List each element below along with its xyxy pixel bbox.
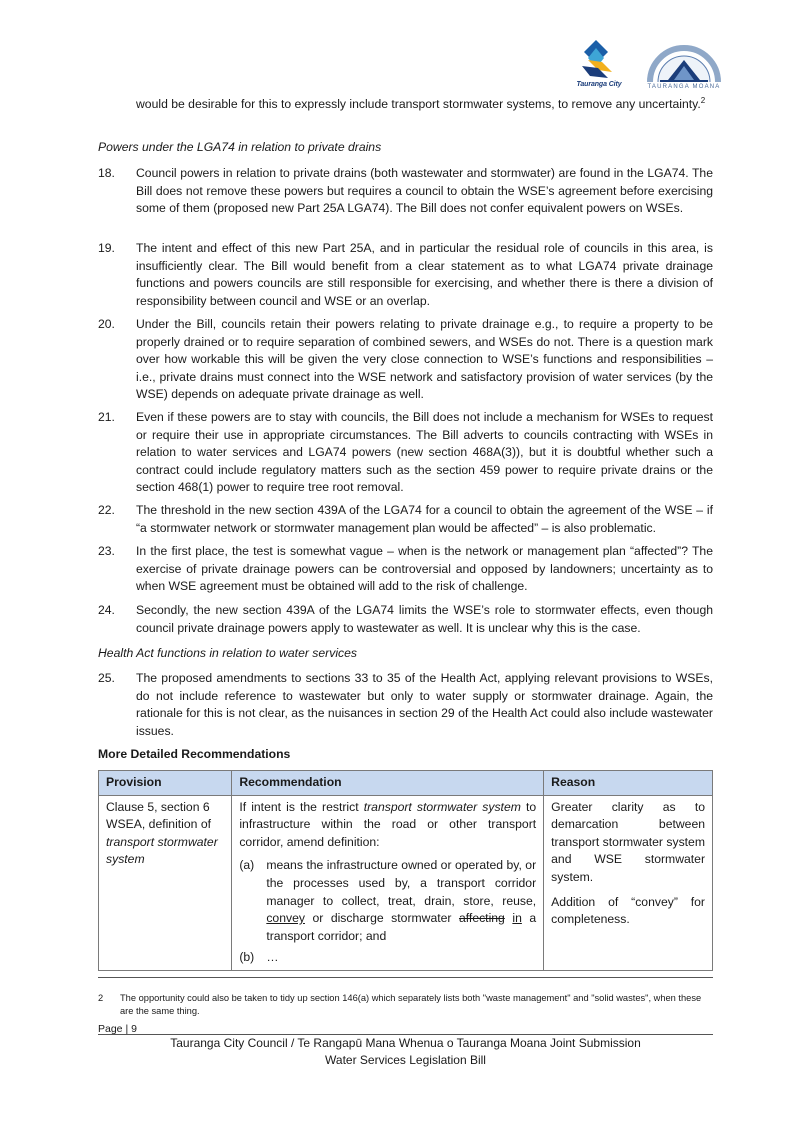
paragraph-text: Council powers in relation to private drains (both wastewater and stormwater) are found in the LGA74. The Bill does not remove these powers but requires a council to obtain the WSE’s agreement before exercising some of them (proposed new Part 25A LGA74). The Bill does not confer equivalent powers on WSEs. (136, 166, 713, 216)
recommendation-item-a (239, 857, 536, 945)
te-rangapu-logo-text: TAURANGA MOANA (647, 84, 721, 90)
header-logos (568, 38, 738, 100)
paragraph-text: Secondly, the new section 439A of the LGA74 limits the WSE’s role to stormwater effects, even though council private drainage powers apply to wastewater as well. It is unclear why this is the case. (136, 603, 713, 635)
tauranga-city-logo-text: Tauranga City (576, 81, 622, 88)
paragraph-22 (98, 502, 713, 537)
footer-line-1: Tauranga City Council / Te Rangapū Mana Whenua o Tauranga Moana Joint Submission (170, 1036, 641, 1050)
paragraph-number: 25. (98, 671, 115, 685)
cell-provision (99, 795, 232, 970)
continuation-paragraph (136, 96, 713, 114)
section-heading-private-drains: Powers under the LGA74 in relation to private drains (98, 140, 382, 154)
header-reason: Reason (544, 771, 713, 796)
item-label: (b) (239, 950, 255, 965)
table-header-row (99, 771, 713, 796)
table-row (99, 795, 713, 970)
intro-italic-term: transport stormwater system (363, 799, 521, 814)
intro-text-a: If intent is the restrict (239, 799, 364, 814)
footnote-divider (98, 977, 713, 978)
paragraph-number: 22. (98, 503, 115, 517)
recommendation-item-b (239, 949, 536, 967)
paragraph-text: Under the Bill, councils retain their powers relating to private drainage e.g., to require a property to be properly drained or to require separation of combined sewers, and WSEs do not. There is a question mark over how workable this will be given the very close connection to WSE’s functions and responsibilities – i.e., private drains must connect into the WSE network and satisfactory provision of water services (by the WSE) depends on adequate private drainage as well. (136, 317, 713, 402)
paragraph-text: The threshold in the new section 439A of the LGA74 for a council to obtain the agreement of the WSE – if “a stormwater network or stormwater management plan would be affected” – is also problematic. (136, 503, 713, 535)
section-heading-recommendations: More Detailed Recommendations (98, 747, 291, 761)
reason-text-1: Greater clarity as to demarcation between transport stormwater system and WSE stormwater system. (551, 799, 705, 884)
reason-text-2: Addition of “convey” for completeness. (551, 894, 705, 927)
paragraph-20 (98, 316, 713, 404)
recommendation-intro (239, 799, 536, 852)
header-recommendation: Recommendation (232, 771, 544, 796)
item-text: … (266, 950, 279, 965)
cell-reason (544, 795, 713, 970)
intro-text-c: to infrastructure within the road or other transport corridor, amend definition: (239, 799, 537, 849)
paragraph-number: 23. (98, 544, 115, 558)
footnote (98, 992, 713, 1017)
paragraph-text: In the first place, the test is somewhat vague – when is the network or management plan “affected”? The exercise of private drainage powers can be controversial and opposed by landowners; uncertainty as to when WSE agreement must be obtained will add to the risk of challenge. (136, 544, 713, 594)
footnote-text: The opportunity could also be taken to tidy up section 146(a) which separately lists both "waste management" and "solid wastes", when these are the same thing. (120, 993, 702, 1016)
item-a-text-1: means the infrastructure owned or operated by, or the processes used by, a transport corridor manager to collect, treat, drain, store, reuse, (266, 858, 537, 908)
cell-recommendation (232, 795, 544, 970)
paragraph-23 (98, 543, 713, 596)
item-a-text-4: a transport corridor; and (266, 911, 537, 943)
footer-line-2: Water Services Legislation Bill (325, 1053, 486, 1067)
paragraph-number: 20. (98, 317, 115, 331)
paragraph-number: 24. (98, 603, 115, 617)
footnote-number: 2 (98, 993, 104, 1003)
deleted-word-affecting: affecting (458, 911, 505, 926)
continuation-text: would be desirable for this to expressly include transport stormwater systems, to remove any uncertainty. (136, 97, 701, 111)
paragraph-18 (98, 165, 713, 218)
header-provision: Provision (99, 771, 232, 796)
paragraph-text: Even if these powers are to stay with councils, the Bill does not include a mechanism for WSEs to request or require their use in appropriate circumstances. The Bill adverts to councils contracting with WSEs in relation to water services and LGA74 powers (new section 468A(3)), but it is doubtful whether such a contract could include regulatory matters such as the section 459 power to require private drains or the section 468(1) power to require tree root removal. (136, 410, 713, 495)
recommendations-table (98, 770, 713, 971)
item-text (266, 857, 536, 945)
page-footer (98, 1035, 713, 1069)
section-heading-health-act: Health Act functions in relation to water services (98, 646, 357, 660)
item-label: (a) (239, 858, 255, 873)
paragraph-text: The proposed amendments to sections 33 to 35 of the Health Act, applying relevant provisions to WSEs, do not include reference to wastewater but only to water supply or stormwater drainage. Again, the rationale for this is not clear, as the nuisances in section 29 of the Health Act could also include wastewater issues. (136, 671, 713, 738)
provision-italic-term: transport stormwater system (106, 834, 218, 867)
paragraph-19 (98, 240, 713, 310)
paragraph-number: 21. (98, 410, 115, 424)
inserted-word-in: in (512, 911, 522, 926)
paragraph-number: 18. (98, 166, 115, 180)
item-a-text-2: or discharge stormwater (304, 911, 459, 926)
paragraph-25 (98, 670, 713, 740)
paragraph-number: 19. (98, 241, 115, 255)
paragraph-text: The intent and effect of this new Part 25A, and in particular the residual role of councils in this area, is insufficiently clear. The Bill would benefit from a clear statement as to what LGA74 private drainage functions and powers councils are still responsible for exercising, and whether there is there a division of responsibility between council and WSE or an overlap. (136, 241, 713, 308)
inserted-word-convey: convey (266, 911, 305, 926)
page-number: Page | 9 (98, 1023, 137, 1035)
provision-text: Clause 5, section 6 WSEA, definition of (106, 799, 211, 832)
paragraph-21 (98, 409, 713, 497)
footnote-ref[interactable]: 2 (700, 95, 706, 105)
paragraph-24 (98, 602, 713, 637)
